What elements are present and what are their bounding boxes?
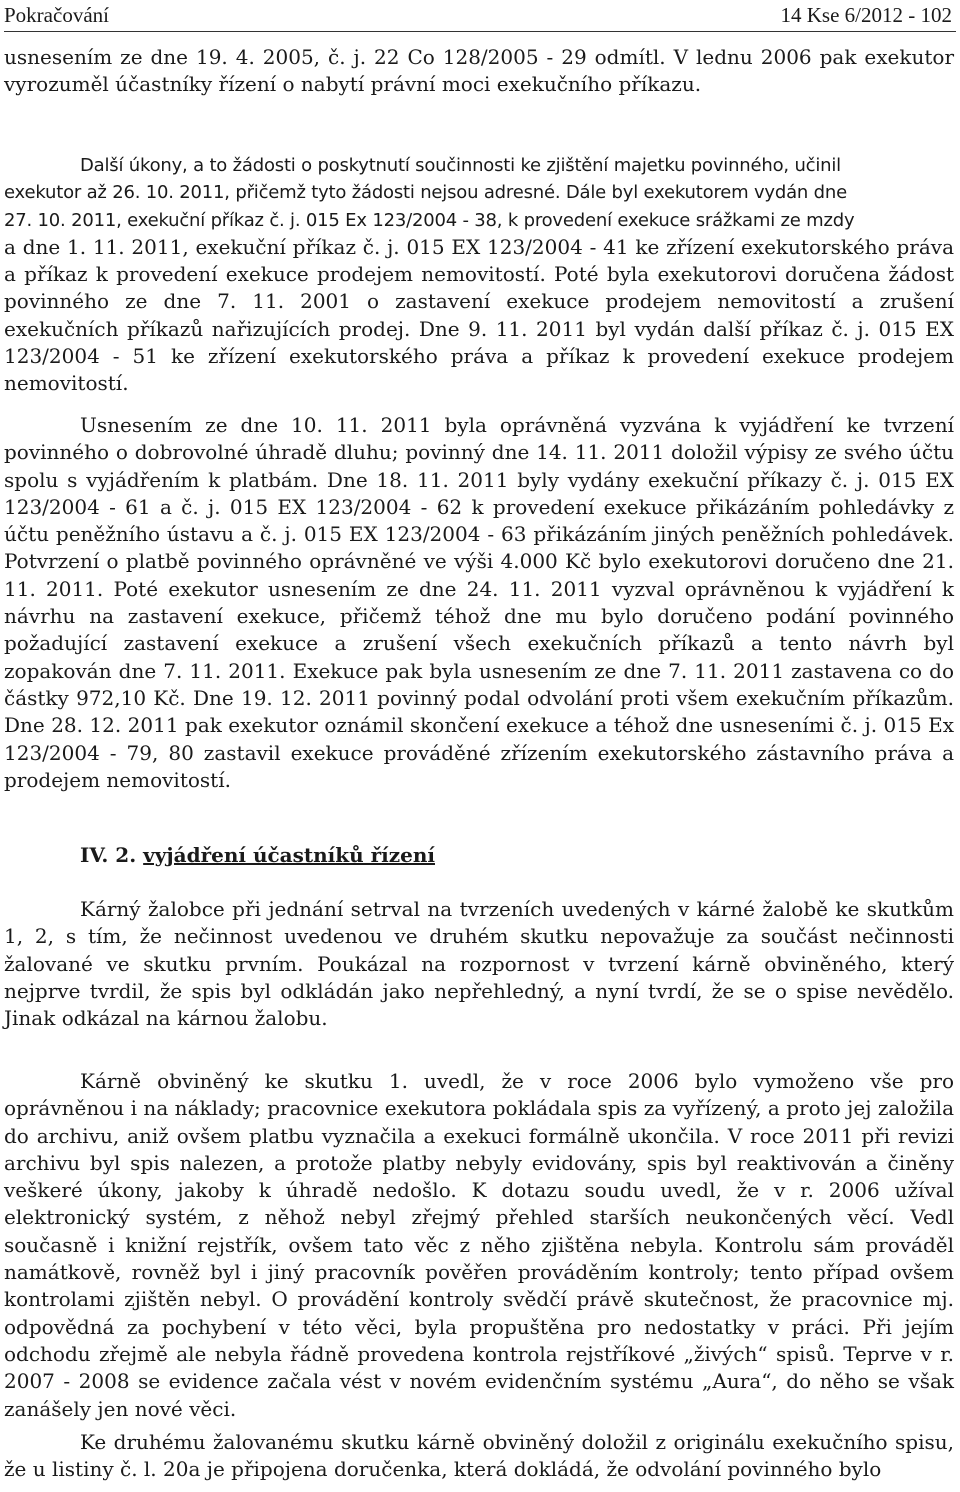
paragraph-4: Kárný žalobce při jednání setrval na tvrzeních uvedených v kárné žalobě ke skutkům 1, 2, s tím, že nečinnost uvedenou ve druhém skutku nepovažuje za součást nečinnosti žalované ve skutku prvním. Poukázal na rozpornost v tvrzení kárně obviněného, který nejprve tvrdil, že spis byl odkládán jako nepřehledný, a nyní tvrdí, že se o spise nevědělo. Jinak odkázal na kárnou žalobu. [4, 897, 954, 1031]
paragraph-2-rest: a dne 1. 11. 2011, exekuční příkaz č. j. 015 EX 123/2004 - 41 ke zřízení exekutorského práva a příkaz k provedení exekuce prodejem nemovitostí. Poté byla exekutorovi doručena žádost povinného ze dne 7. 11. 2001 o zastavení exekuce prodejem nemovitostí a zrušení exekučních příkazů nařizujících prodej. Dne 9. 11. 2011 byl vydán další příkaz č. j. 015 EX 123/2004 - 51 ke zřízení exekutorského práva a příkaz k provedení exekuce prodejem nemovitostí. [4, 234, 954, 396]
header-continuation-label: Pokračování [4, 3, 109, 27]
paragraph-1: usnesením ze dne 19. 4. 2005, č. j. 22 Co 128/2005 - 29 odmítl. V lednu 2006 pak exekutor vyrozuměl účastníky řízení o nabytí právní moci exekučního příkazu. [4, 45, 954, 97]
paragraph-6: Ke druhému žalovanému skutku kárně obviněný doložil z originálu exekučního spisu, že u listiny č. l. 20a je připojena doručenka, která dokládá, že odvolání povinného bylo [4, 1430, 954, 1482]
section-number: IV. 2. [80, 843, 137, 867]
section-title: vyjádření účastníků řízení [143, 843, 435, 867]
section-heading [80, 840, 435, 870]
page-header [0, 0, 960, 30]
paragraph-2-line-3: 27. 10. 2011, exekuční příkaz č. j. 015 Ex 123/2004 - 38, k provedení exekuce srážkami ze mzdy [4, 209, 855, 231]
paragraph-3: Usnesením ze dne 10. 11. 2011 byla oprávněná vyzvána k vyjádření ke tvrzení povinného o dobrovolné úhradě dluhu; povinný dne 14. 11. 2011 doložil výpisy ze svého účtu spolu s vyjádřením k platbám. Dne 18. 11. 2011 byly vydány exekuční příkazy č. j. 015 EX 123/2004 - 61 a č. j. 015 EX 123/2004 - 62 k provedení exekuce přikázáním pohledávky z účtu peněžního ústavu a č. j. 015 EX 123/2004 - 63 přikázáním jiných peněžních pohledávek. Potvrzení o platbě povinného oprávněné ve výši 4.000 Kč bylo exekutorovi doručeno dne 21. 11. 2011. Poté exekutor usnesením ze dne 24. 11. 2011 vyzval oprávněnou k vyjádření k návrhu na zastavení exekuce, přičemž téhož dne mu bylo doručeno podání povinného požadující zastavení exekuce a zrušení všech exekučních příkazů a tento návrh byl zopakován dne 7. 11. 2011. Exekuce pak byla usnesením ze dne 7. 11. 2011 zastavena co do částky 972,10 Kč. Dne 19. 12. 2011 povinný podal odvolání proti všem exekučním příkazům. Dne 28. 12. 2011 pak exekutor oznámil skončení exekuce a téhož dne usneseními č. j. 015 Ex 123/2004 - 79, 80 zastavil exekuce prováděné zřízením exekutorského zástavního práva a prodejem nemovitostí. [4, 413, 954, 792]
paragraph-2-line-2: exekutor až 26. 10. 2011, přičemž tyto žádosti nejsou adresné. Dále byl exekutorem vydán dne [4, 182, 847, 204]
paragraph-2-line-1: Další úkony, a to žádosti o poskytnutí součinnosti ke zjištění majetku povinného, učinil [80, 155, 841, 176]
paragraph-2 [4, 152, 954, 398]
header-case-number: 14 Kse 6/2012 - 102 [780, 3, 952, 27]
header-rule [4, 31, 956, 32]
paragraph-5: Kárně obviněný ke skutku 1. uvedl, že v roce 2006 bylo vymoženo vše pro oprávněnou i na náklady; pracovnice exekutora pokládala spis za vyřízený, a proto jej založila do archivu, aniž ovšem platbu vyznačila a exekuci formálně ukončila. V roce 2011 při revizi archivu byl spis nalezen, a protože platby nebyly evidovány, spis byl reaktivován a činěny veškeré úkony, jakoby k úhradě nedošlo. K dotazu soudu uvedl, že v r. 2006 užíval elektronický systém, z něhož nebyl zřejmý přehled starších neukončených věcí. Vedl současně i knižní rejstřík, ovšem tato věc z něho zjištěna nebyla. Kontrolu sám prováděl namátkově, rovněž byl i jiný pracovník pověřen prováděním kontroly; tento případ ovšem kontrolami zjištěn nebyl. O provádění kontroly svědčí právě skutečnost, že pracovnice mj. odpovědná za pochybení v této věci, byla propuštěna pro nedostatky v práci. Při jejím odchodu zřejmě ale nebyla řádně provedena kontrola rejstříkové „živých“ spisů. Teprve v r. 2007 - 2008 se evidence začala vést v novém evidenčním systému „Aura“, do něho se však zanášely jen nové věci. [4, 1069, 954, 1421]
